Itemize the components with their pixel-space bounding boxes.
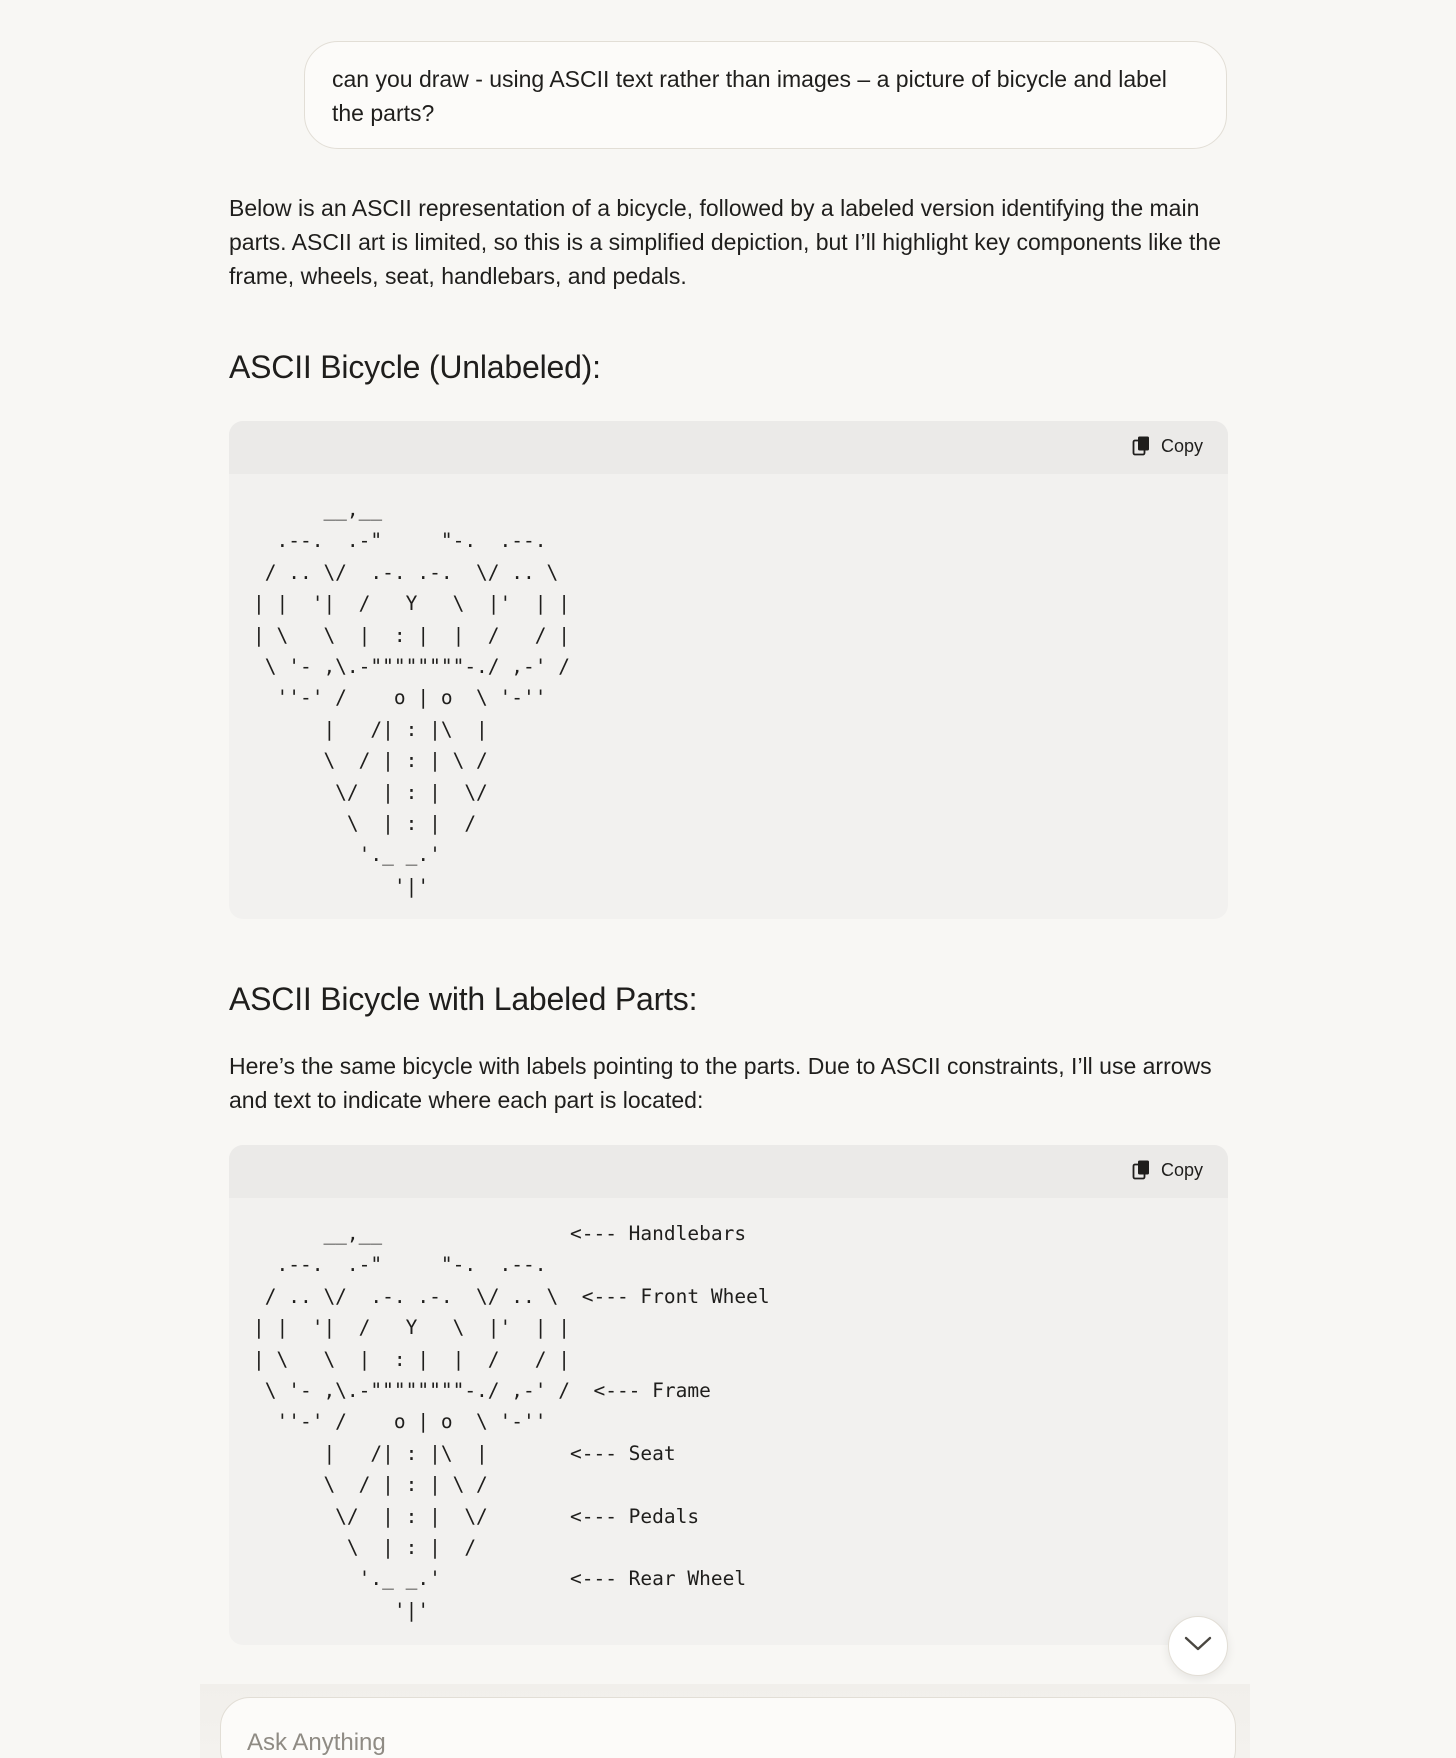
code-block-header <box>229 1145 1228 1198</box>
labeled-line: | | '| / Y \ |' | | <box>253 1316 570 1340</box>
user-message-bubble <box>304 41 1227 149</box>
labeled-line: / .. \/ .-. .-. \/ .. \ <--- Front Wheel <box>253 1284 770 1308</box>
unlabeled-line: \ '- ,\.-""""""""-./ ,-' / <box>253 655 570 678</box>
labeled-line: \ '- ,\.-""""""""-./ ,-' / <--- Frame <box>253 1379 711 1402</box>
copy-button[interactable] <box>1132 1159 1203 1181</box>
unlabeled-line: / .. \/ .-. .-. \/ .. \ <box>253 560 559 584</box>
labeled-line: | /| : |\ | <--- Seat <box>253 1441 676 1465</box>
labeled-line: .--. .-" "-. .--. <box>253 1253 547 1277</box>
copy-label: Copy <box>1160 1159 1203 1180</box>
unlabeled-line: | /| : |\ | <box>253 717 488 741</box>
answer-intro: Below is an ASCII representation of a bicycle, followed by a labeled version identifying the main parts. ASCII art is limited, so this is a simplified depiction, but I’ll highlight key components like the frame, wheels, seat, handlebars, and pedals. <box>229 195 1222 289</box>
labeled-line: \/ | : | \/ <--- Pedals <box>253 1504 700 1528</box>
unlabeled-line: \ | : | / <box>253 812 477 835</box>
user-message-text: can you draw - using ASCII text rather than images – a picture of bicycle and label the parts? <box>332 66 1167 126</box>
copy-button[interactable] <box>1132 435 1203 457</box>
code-block-labeled <box>229 1145 1228 1645</box>
copy-label: Copy <box>1160 435 1203 456</box>
copy-icon <box>1132 1159 1152 1181</box>
labeled-line: ''-' / o | o \ '-'' <box>253 1410 547 1434</box>
unlabeled-line: '._ _.' <box>253 843 441 867</box>
labeled-intro: Here’s the same bicycle with labels pointing to the parts. Due to ASCII constraints, I’ll use arrows and text to indicate where each part is located: <box>229 1053 1212 1113</box>
unlabeled-line: __,__ <box>253 498 383 521</box>
unlabeled-line: \/ | : | \/ <box>253 780 488 804</box>
code-block-unlabeled <box>229 421 1228 919</box>
chevron-down-icon <box>1184 1636 1212 1657</box>
unlabeled-line: ''-' / o | o \ '-'' <box>253 686 547 710</box>
heading-unlabeled: ASCII Bicycle (Unlabeled): <box>229 349 601 385</box>
labeled-line: '._ _.' <--- Rear Wheel <box>253 1567 747 1591</box>
unlabeled-line: .--. .-" "-. .--. <box>253 529 547 553</box>
labeled-line: \ | : | / <box>253 1536 477 1559</box>
labeled-line: __,__ <--- Handlebars <box>253 1222 747 1245</box>
unlabeled-line: | | '| / Y \ |' | | <box>253 592 570 616</box>
scroll-to-bottom-button[interactable] <box>1168 1616 1228 1676</box>
copy-icon <box>1132 435 1152 457</box>
unlabeled-line: \ / | : | \ / <box>253 749 488 773</box>
labeled-line: '|' <box>253 1598 430 1622</box>
code-block-header <box>229 421 1228 474</box>
ask-input[interactable] <box>245 1728 1149 1758</box>
unlabeled-line: | \ \ | : | | / / | <box>253 623 570 647</box>
heading-labeled: ASCII Bicycle with Labeled Parts: <box>229 981 698 1017</box>
unlabeled-line: '|' <box>253 874 430 898</box>
composer <box>220 1697 1236 1758</box>
labeled-line: \ / | : | \ / <box>253 1473 488 1497</box>
labeled-line: | \ \ | : | | / / | <box>253 1347 570 1371</box>
assistant-answer <box>229 191 1228 391</box>
